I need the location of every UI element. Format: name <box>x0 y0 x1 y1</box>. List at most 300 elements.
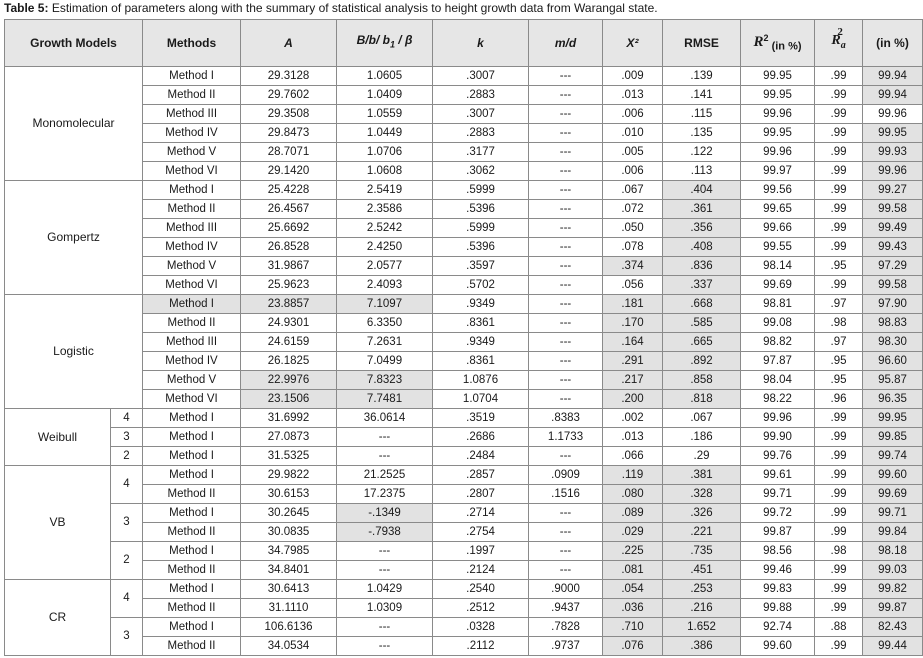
cell-ra: .95 <box>815 257 863 276</box>
cell-k: .8361 <box>433 314 529 333</box>
cell-rmse: .115 <box>663 105 741 124</box>
cell-last: 99.95 <box>863 124 923 143</box>
cell-rmse: .253 <box>663 580 741 599</box>
cell-md: --- <box>529 371 603 390</box>
cell-method: Method II <box>143 314 241 333</box>
cell-rmse: .29 <box>663 447 741 466</box>
cell-last: 99.84 <box>863 523 923 542</box>
cell-md: --- <box>529 314 603 333</box>
cell-method: Method I <box>143 67 241 86</box>
cell-method: Method III <box>143 219 241 238</box>
cell-x2: .036 <box>603 599 663 618</box>
cell-r2: 99.95 <box>741 124 815 143</box>
cell-ra: .99 <box>815 504 863 523</box>
table-row <box>5 523 923 542</box>
cell-A: 34.7985 <box>241 542 337 561</box>
table-row <box>5 276 923 295</box>
table-row <box>5 181 923 200</box>
cell-x2: .170 <box>603 314 663 333</box>
cell-A: 26.8528 <box>241 238 337 257</box>
cell-md: --- <box>529 181 603 200</box>
cell-method: Method I <box>143 542 241 561</box>
cell-ra: .99 <box>815 67 863 86</box>
cell-A: 24.6159 <box>241 333 337 352</box>
cell-B: 6.3350 <box>337 314 433 333</box>
cell-B: --- <box>337 447 433 466</box>
cell-r2: 97.87 <box>741 352 815 371</box>
cell-r2: 99.69 <box>741 276 815 295</box>
table-row <box>5 295 923 314</box>
table-row <box>5 599 923 618</box>
cell-md: .0909 <box>529 466 603 485</box>
table-row <box>5 466 923 485</box>
header-in-percent: (in %) <box>863 20 923 67</box>
cell-rmse: .328 <box>663 485 741 504</box>
cell-ra: .99 <box>815 599 863 618</box>
caption-label: Table 5: <box>4 1 49 15</box>
cell-md: --- <box>529 295 603 314</box>
cell-x2: .291 <box>603 352 663 371</box>
table-row <box>5 428 923 447</box>
cell-A: 29.7602 <box>241 86 337 105</box>
table-row <box>5 580 923 599</box>
cell-last: 99.71 <box>863 504 923 523</box>
cell-method: Method II <box>143 86 241 105</box>
cell-r2: 99.96 <box>741 105 815 124</box>
cell-r2: 99.56 <box>741 181 815 200</box>
cell-x2: .009 <box>603 67 663 86</box>
cell-A: 29.8473 <box>241 124 337 143</box>
cell-rmse: .356 <box>663 219 741 238</box>
cell-md: .7828 <box>529 618 603 637</box>
cell-x2: .076 <box>603 637 663 656</box>
cell-last: 99.87 <box>863 599 923 618</box>
growth-model-name: CR <box>5 580 111 656</box>
header-b: B/b/ $b_1$ / β <box>337 20 433 67</box>
cell-x2: .072 <box>603 200 663 219</box>
cell-k: .5999 <box>433 181 529 200</box>
cell-B: 7.2631 <box>337 333 433 352</box>
parameter-count-label: 4 <box>111 580 143 618</box>
cell-k: .0328 <box>433 618 529 637</box>
cell-x2: .067 <box>603 181 663 200</box>
header-r2-adjusted: R 2 $_a$ <box>815 20 863 67</box>
cell-A: 29.1420 <box>241 162 337 181</box>
cell-md: --- <box>529 504 603 523</box>
cell-r2: 98.56 <box>741 542 815 561</box>
cell-B: --- <box>337 428 433 447</box>
cell-ra: .97 <box>815 295 863 314</box>
cell-ra: .99 <box>815 124 863 143</box>
cell-B: --- <box>337 542 433 561</box>
cell-k: .2883 <box>433 86 529 105</box>
cell-last: 98.83 <box>863 314 923 333</box>
cell-last: 97.29 <box>863 257 923 276</box>
table-row <box>5 447 923 466</box>
cell-md: --- <box>529 333 603 352</box>
table-row <box>5 409 923 428</box>
cell-r2: 98.81 <box>741 295 815 314</box>
cell-last: 96.60 <box>863 352 923 371</box>
cell-last: 99.82 <box>863 580 923 599</box>
cell-x2: .006 <box>603 105 663 124</box>
cell-ra: .98 <box>815 542 863 561</box>
header-growth-models: Growth Models <box>5 20 143 67</box>
cell-r2: 99.66 <box>741 219 815 238</box>
cell-A: 29.3508 <box>241 105 337 124</box>
cell-B: -.1349 <box>337 504 433 523</box>
cell-A: 26.1825 <box>241 352 337 371</box>
cell-ra: .99 <box>815 276 863 295</box>
cell-x2: .225 <box>603 542 663 561</box>
cell-B: 2.0577 <box>337 257 433 276</box>
cell-last: 99.58 <box>863 276 923 295</box>
cell-method: Method II <box>143 523 241 542</box>
cell-r2: 99.96 <box>741 409 815 428</box>
cell-r2: 99.71 <box>741 485 815 504</box>
table-row <box>5 162 923 181</box>
cell-rmse: .668 <box>663 295 741 314</box>
table-row <box>5 390 923 409</box>
cell-ra: .99 <box>815 580 863 599</box>
cell-A: 31.9867 <box>241 257 337 276</box>
cell-last: 95.87 <box>863 371 923 390</box>
cell-rmse: .113 <box>663 162 741 181</box>
cell-B: 2.5419 <box>337 181 433 200</box>
table-row <box>5 200 923 219</box>
cell-k: .2883 <box>433 124 529 143</box>
cell-ra: .95 <box>815 352 863 371</box>
cell-rmse: .858 <box>663 371 741 390</box>
cell-rmse: .665 <box>663 333 741 352</box>
cell-md: .8383 <box>529 409 603 428</box>
table-row <box>5 238 923 257</box>
cell-ra: .99 <box>815 105 863 124</box>
cell-k: .2754 <box>433 523 529 542</box>
cell-x2: .066 <box>603 447 663 466</box>
cell-B: 1.0429 <box>337 580 433 599</box>
cell-B: --- <box>337 637 433 656</box>
cell-r2: 98.04 <box>741 371 815 390</box>
cell-rmse: .381 <box>663 466 741 485</box>
cell-method: Method II <box>143 200 241 219</box>
cell-x2: .010 <box>603 124 663 143</box>
cell-A: 27.0873 <box>241 428 337 447</box>
cell-r2: 99.97 <box>741 162 815 181</box>
parameter-count-label: 2 <box>111 447 143 466</box>
cell-rmse: .892 <box>663 352 741 371</box>
cell-r2: 99.60 <box>741 637 815 656</box>
cell-last: 98.18 <box>863 542 923 561</box>
cell-k: .3007 <box>433 67 529 86</box>
cell-r2: 99.95 <box>741 67 815 86</box>
cell-A: 28.7071 <box>241 143 337 162</box>
cell-B: 1.0605 <box>337 67 433 86</box>
cell-method: Method V <box>143 143 241 162</box>
cell-B: 7.1097 <box>337 295 433 314</box>
caption-text: Estimation of parameters along with the summary of statistical analysis to height growth data from Warangal state. <box>51 1 658 15</box>
cell-last: 99.94 <box>863 86 923 105</box>
table-row <box>5 485 923 504</box>
table-row <box>5 542 923 561</box>
cell-A: 31.1110 <box>241 599 337 618</box>
cell-md: --- <box>529 86 603 105</box>
cell-A: 34.8401 <box>241 561 337 580</box>
cell-rmse: .408 <box>663 238 741 257</box>
growth-model-name: Logistic <box>5 295 143 409</box>
cell-B: 2.4093 <box>337 276 433 295</box>
cell-last: 99.96 <box>863 105 923 124</box>
cell-A: 26.4567 <box>241 200 337 219</box>
table-row <box>5 352 923 371</box>
cell-x2: .200 <box>603 390 663 409</box>
cell-ra: .97 <box>815 333 863 352</box>
cell-A: 29.9822 <box>241 466 337 485</box>
cell-k: .2686 <box>433 428 529 447</box>
cell-last: 99.95 <box>863 409 923 428</box>
cell-md: --- <box>529 105 603 124</box>
header-rmse: RMSE <box>663 20 741 67</box>
cell-k: .5396 <box>433 238 529 257</box>
cell-method: Method VI <box>143 390 241 409</box>
cell-k: .5396 <box>433 200 529 219</box>
header-methods: Methods <box>143 20 241 67</box>
cell-method: Method V <box>143 371 241 390</box>
cell-A: 25.4228 <box>241 181 337 200</box>
cell-last: 96.35 <box>863 390 923 409</box>
cell-k: .8361 <box>433 352 529 371</box>
table-row <box>5 561 923 580</box>
cell-B: 2.5242 <box>337 219 433 238</box>
cell-A: 24.9301 <box>241 314 337 333</box>
cell-x2: .089 <box>603 504 663 523</box>
cell-rmse: .361 <box>663 200 741 219</box>
cell-rmse: .404 <box>663 181 741 200</box>
cell-last: 99.96 <box>863 162 923 181</box>
cell-md: --- <box>529 143 603 162</box>
cell-ra: .99 <box>815 428 863 447</box>
cell-B: -.7938 <box>337 523 433 542</box>
cell-method: Method III <box>143 333 241 352</box>
cell-ra: .99 <box>815 200 863 219</box>
cell-A: 30.6153 <box>241 485 337 504</box>
cell-md: .9737 <box>529 637 603 656</box>
table-row <box>5 124 923 143</box>
cell-ra: .99 <box>815 86 863 105</box>
cell-B: 1.0449 <box>337 124 433 143</box>
cell-ra: .96 <box>815 390 863 409</box>
cell-x2: .164 <box>603 333 663 352</box>
cell-k: .2112 <box>433 637 529 656</box>
cell-r2: 99.65 <box>741 200 815 219</box>
cell-rmse: .585 <box>663 314 741 333</box>
cell-rmse: .216 <box>663 599 741 618</box>
cell-k: .3177 <box>433 143 529 162</box>
parameter-count-label: 3 <box>111 504 143 542</box>
cell-B: 7.7481 <box>337 390 433 409</box>
growth-model-name: Gompertz <box>5 181 143 295</box>
cell-rmse: .818 <box>663 390 741 409</box>
header-x2: X² <box>603 20 663 67</box>
cell-k: .2714 <box>433 504 529 523</box>
table-row <box>5 314 923 333</box>
cell-rmse: .141 <box>663 86 741 105</box>
table-body <box>5 67 923 656</box>
cell-B: 1.0409 <box>337 86 433 105</box>
cell-ra: .99 <box>815 409 863 428</box>
cell-ra: .98 <box>815 314 863 333</box>
parameter-count-label: 3 <box>111 618 143 656</box>
cell-k: .3007 <box>433 105 529 124</box>
cell-last: 99.60 <box>863 466 923 485</box>
cell-B: 2.3586 <box>337 200 433 219</box>
cell-method: Method IV <box>143 124 241 143</box>
cell-ra: .99 <box>815 238 863 257</box>
cell-method: Method I <box>143 295 241 314</box>
cell-k: 1.0704 <box>433 390 529 409</box>
cell-method: Method IV <box>143 238 241 257</box>
cell-A: 29.3128 <box>241 67 337 86</box>
cell-x2: .054 <box>603 580 663 599</box>
parameter-count-label: 2 <box>111 542 143 580</box>
cell-last: 99.27 <box>863 181 923 200</box>
cell-rmse: .386 <box>663 637 741 656</box>
cell-B: --- <box>337 561 433 580</box>
cell-rmse: .122 <box>663 143 741 162</box>
cell-x2: .013 <box>603 86 663 105</box>
cell-ra: .99 <box>815 561 863 580</box>
cell-x2: .013 <box>603 428 663 447</box>
cell-r2: 98.82 <box>741 333 815 352</box>
cell-last: 99.94 <box>863 67 923 86</box>
cell-md: --- <box>529 276 603 295</box>
cell-rmse: .735 <box>663 542 741 561</box>
cell-k: .2540 <box>433 580 529 599</box>
header-row <box>5 20 923 67</box>
cell-last: 99.43 <box>863 238 923 257</box>
table-row <box>5 618 923 637</box>
cell-r2: 98.22 <box>741 390 815 409</box>
growth-model-name: VB <box>5 466 111 580</box>
cell-x2: .181 <box>603 295 663 314</box>
cell-last: 99.03 <box>863 561 923 580</box>
cell-rmse: .451 <box>663 561 741 580</box>
cell-rmse: .836 <box>663 257 741 276</box>
cell-k: .9349 <box>433 333 529 352</box>
cell-k: .2124 <box>433 561 529 580</box>
cell-r2: 99.72 <box>741 504 815 523</box>
cell-md: --- <box>529 257 603 276</box>
cell-ra: .95 <box>815 371 863 390</box>
cell-md: --- <box>529 542 603 561</box>
cell-last: 99.58 <box>863 200 923 219</box>
cell-k: .3597 <box>433 257 529 276</box>
table-row <box>5 105 923 124</box>
cell-ra: .99 <box>815 219 863 238</box>
cell-r2: 92.74 <box>741 618 815 637</box>
cell-md: --- <box>529 219 603 238</box>
cell-B: 1.0559 <box>337 105 433 124</box>
cell-ra: .99 <box>815 181 863 200</box>
cell-x2: .080 <box>603 485 663 504</box>
cell-B: 1.0706 <box>337 143 433 162</box>
cell-k: 1.0876 <box>433 371 529 390</box>
cell-x2: .002 <box>603 409 663 428</box>
cell-method: Method II <box>143 637 241 656</box>
cell-md: 1.1733 <box>529 428 603 447</box>
cell-md: --- <box>529 200 603 219</box>
cell-method: Method III <box>143 105 241 124</box>
cell-k: .2807 <box>433 485 529 504</box>
cell-B: 36.0614 <box>337 409 433 428</box>
cell-A: 30.6413 <box>241 580 337 599</box>
cell-rmse: .067 <box>663 409 741 428</box>
cell-k: .2857 <box>433 466 529 485</box>
cell-k: .5999 <box>433 219 529 238</box>
cell-last: 99.74 <box>863 447 923 466</box>
cell-x2: .710 <box>603 618 663 637</box>
cell-rmse: .139 <box>663 67 741 86</box>
cell-A: 22.9976 <box>241 371 337 390</box>
cell-A: 106.6136 <box>241 618 337 637</box>
cell-last: 99.85 <box>863 428 923 447</box>
cell-B: 1.0309 <box>337 599 433 618</box>
cell-last: 99.44 <box>863 637 923 656</box>
cell-k: .3519 <box>433 409 529 428</box>
header-a: A <box>241 20 337 67</box>
cell-rmse: 1.652 <box>663 618 741 637</box>
cell-A: 23.8857 <box>241 295 337 314</box>
table-row <box>5 86 923 105</box>
cell-x2: .119 <box>603 466 663 485</box>
cell-A: 25.6692 <box>241 219 337 238</box>
parameter-count-label: 3 <box>111 428 143 447</box>
cell-B: 1.0608 <box>337 162 433 181</box>
table-row <box>5 257 923 276</box>
cell-x2: .217 <box>603 371 663 390</box>
parameter-count-label: 4 <box>111 409 143 428</box>
cell-last: 99.93 <box>863 143 923 162</box>
cell-last: 97.90 <box>863 295 923 314</box>
cell-B: --- <box>337 618 433 637</box>
cell-k: .3062 <box>433 162 529 181</box>
cell-method: Method II <box>143 599 241 618</box>
cell-md: --- <box>529 352 603 371</box>
cell-k: .1997 <box>433 542 529 561</box>
cell-ra: .99 <box>815 485 863 504</box>
cell-method: Method I <box>143 409 241 428</box>
cell-x2: .029 <box>603 523 663 542</box>
cell-r2: 99.46 <box>741 561 815 580</box>
cell-method: Method VI <box>143 276 241 295</box>
cell-md: --- <box>529 67 603 86</box>
cell-md: .9000 <box>529 580 603 599</box>
table-row <box>5 67 923 86</box>
cell-r2: 99.96 <box>741 143 815 162</box>
header-r2: $R^2$ (in %) <box>741 20 815 67</box>
cell-method: Method IV <box>143 352 241 371</box>
cell-rmse: .135 <box>663 124 741 143</box>
cell-r2: 98.14 <box>741 257 815 276</box>
table-row <box>5 371 923 390</box>
cell-B: 21.2525 <box>337 466 433 485</box>
cell-md: --- <box>529 390 603 409</box>
header-k: k <box>433 20 529 67</box>
cell-A: 34.0534 <box>241 637 337 656</box>
cell-md: --- <box>529 162 603 181</box>
cell-method: Method I <box>143 504 241 523</box>
cell-rmse: .186 <box>663 428 741 447</box>
